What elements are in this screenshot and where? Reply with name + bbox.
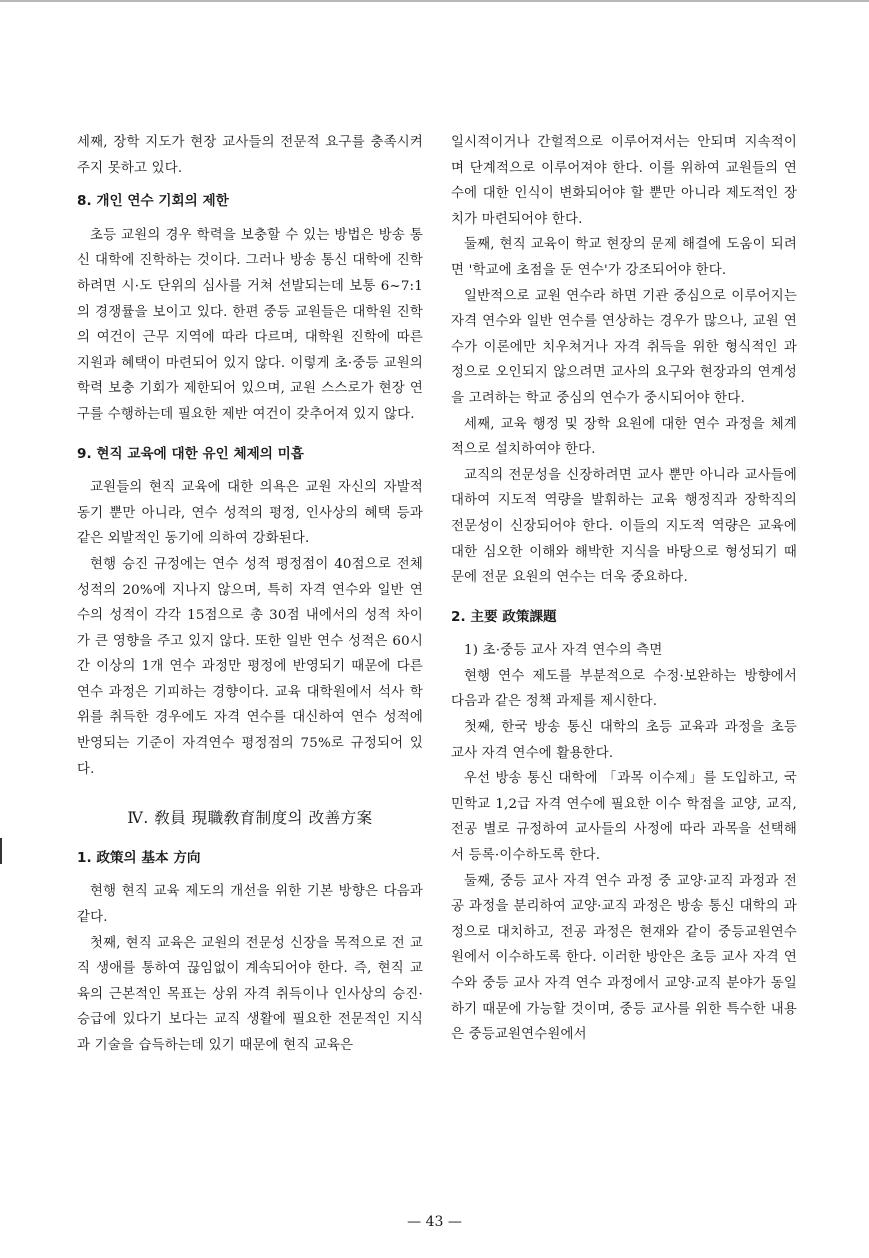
paragraph: 일시적이거나 간헐적으로 이루어져서는 안되며 지속적이며 단계적으로 이루어져야 한다. 이를 위하여 교원들의 연수에 대한 인식이 변화되어야 할 뿐만 아니라 제도적인 장치가 마련되어야 한다. [451,135,797,227]
section-heading-1: 1. 政策의 基本 方向 [77,849,201,866]
subsection-heading: 1) 초·중등 교사 자격 연수의 측면 [464,643,663,659]
margin-mark [0,838,2,864]
paragraph: 둘째, 중등 교사 자격 연수 과정 중 교양·교직 과정과 전공 과정을 분리하여 교양·교직 과정은 방송 통신 대학의 과정으로 대치하고, 전공 과정은 현재와 같이 중등교원연수원에서 이수하도록 한다. 이러한 방안은 초등 교사 자격 연수와 중등 교사 자격 연수 과정에서 교양·교직 분야가 동일하기 때문에 가능할 것이며, 중등 교사를 위한 특수한 내용은 중등교원연수원에서 [451,873,797,1043]
page-number: — 43 — [407,1214,462,1230]
paragraph: 초등 교원의 경우 학력을 보충할 수 있는 방법은 방송 통신 대학에 진학하는 것이다. 그러나 방송 통신 대학에 진학하려면 시·도 단위의 심사를 거쳐 선발되는데 보통 6~7:1의 경쟁률을 보이고 있다. 한편 중등 교원들은 대학원 진학의 여건이 근무 지역에 따라 다르며, 대학원 진학에 따른 지원과 혜택이 마련되어 있지 않다. 이렇게 초·중등 교원의 학력 보충 기회가 제한되어 있으며, 교원 스스로가 현장 연구를 수행하는데 필요한 제반 여건이 갖추어져 있지 않다. [77,227,423,422]
paragraph: 첫째, 한국 방송 통신 대학의 초등 교육과 과정을 초등 교사 자격 연수에 활용한다. [451,720,797,761]
chapter-heading: Ⅳ. 敎員 現職敎育制度의 改善方案 [127,809,373,828]
paragraph: 현행 승진 규정에는 연수 성적 평정점이 40점으로 전체 성적의 20%에 지나지 않으며, 특히 자격 연수와 일반 연수의 성적이 각각 15점으로 총 30점 내에서의 성적 차이가 큰 영향을 주고 있지 않다. 또한 일반 연수 성적은 60시간 이상의 1개 연수 과정만 평정에 반영되기 때문에 다른 연수 과정은 기피하는 경향이다. 교육 대학원에서 석사 학위를 취득한 경우에도 자격 연수를 대신하여 연수 성적에 반영되는 기준이 자격연수 평정점의 75%로 규정되어 있다. [77,556,423,777]
left-column [77,130,423,1059]
paragraph: 우선 방송 통신 대학에 「과목 이수제」를 도입하고, 국민학교 1,2급 자격 연수에 필요한 이수 학점을 교양, 교직, 전공 별로 규정하여 교사들의 사정에 따라 과목을 선택해서 등록·이수하도록 한다. [451,771,797,864]
paragraph: 교원들의 현직 교육에 대한 의욕은 교원 자신의 자발적 동기 뿐만 아니라, 연수 성적의 평정, 인사상의 혜택 등과 같은 외발적인 동기에 의하여 강화된다. [77,480,423,547]
paragraph: 현행 현직 교육 제도의 개선을 위한 기본 방향은 다음과 같다. [77,884,423,926]
paragraph: 첫째, 현직 교육은 교원의 전문성 신장을 목적으로 전 교직 생애를 통하여 끊임없이 계속되어야 한다. 즉, 현직 교육의 근본적인 목표는 상위 자격 취득이나 인사상의 승진·승급에 있다기 보다는 교직 생활에 필요한 전문적인 지식과 기술을 습득하는데 있기 때문에 현직 교육은 [77,935,423,1053]
right-column [451,130,797,1048]
top-border-line [0,0,869,2]
paragraph: 둘째, 현직 교육이 학교 현장의 문제 해결에 도움이 되려면 '학교에 초점을 둔 연수'가 강조되어야 한다. [451,237,797,278]
section-heading-8: 8. 개인 연수 기회의 제한 [77,193,229,210]
paragraph: 세째, 교육 행정 및 장학 요원에 대한 연수 과정을 체계적으로 설치하여야 한다. [451,416,797,458]
paragraph: 현행 연수 제도를 부분적으로 수정·보완하는 방향에서 다음과 같은 정책 과제를 제시한다. [451,668,797,710]
paragraph: 일반적으로 교원 연수라 하면 기관 중심으로 이루어지는 자격 연수와 일반 연수를 연상하는 경우가 많으나, 교원 연수가 이론에만 치우쳐거나 자격 취득을 위한 형식적인 과정으로 오인되지 않으려면 교사의 요구와 현장과의 연계성을 고려하는 학교 중심의 연수가 중시되어야 한다. [451,288,797,406]
section-heading-9: 9. 현직 교육에 대한 유인 체제의 미흡 [77,445,304,462]
section-heading-2: 2. 主要 政策課題 [451,608,557,625]
paragraph: 교직의 전문성을 신장하려면 교사 뿐만 아니라 교사들에 대하여 지도적 역량을 발휘하는 교육 행정직과 장학직의 전문성이 신장되어야 한다. 이들의 지도적 역량은 교육에 대한 심오한 이해와 해박한 지식을 바탕으로 형성되기 때문에 전문 요원의 연수는 더욱 중요하다. [451,467,797,586]
paragraph: 세째, 장학 지도가 현장 교사들의 전문적 요구를 충족시켜 주지 못하고 있다. [77,135,423,176]
